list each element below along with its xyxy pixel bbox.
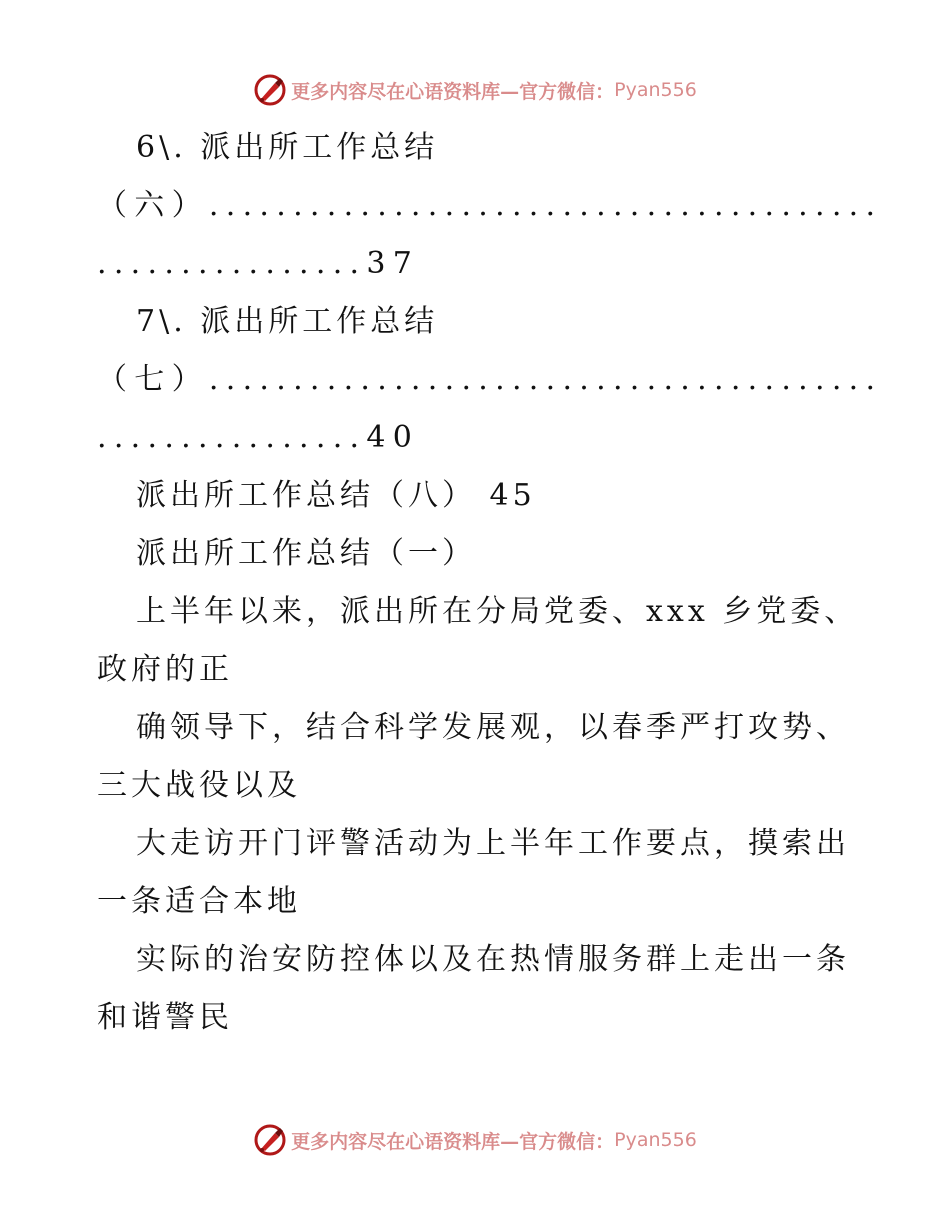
toc-entry-6-page: ................37 (97, 246, 420, 281)
body-paragraph-line: 政府的正 (97, 652, 233, 687)
body-paragraph-line: 和谐警民 (97, 1000, 233, 1035)
toc-entry-6-title: 6\. 派出所工作总结 (136, 130, 439, 165)
body-paragraph-line: 确领导下，结合科学发展观，以春季严打攻势、 (136, 710, 850, 745)
body-paragraph-line: 大走访开门评警活动为上半年工作要点，摸索出 (136, 826, 850, 861)
toc-entry-7-title: 7\. 派出所工作总结 (136, 304, 439, 339)
body-paragraph-line: 上半年以来，派出所在分局党委、xxx 乡党委、 (136, 594, 859, 629)
body-paragraph-line: 一条适合本地 (97, 884, 301, 919)
header-watermark-text: 更多内容尽在心语资料库—官方微信： (291, 80, 615, 103)
toc-entry-6-leader: （六）........................................ (97, 188, 883, 223)
toc-entry-7-page: ................40 (97, 420, 420, 455)
header-watermark (0, 70, 950, 110)
pen-logo-icon (253, 73, 287, 107)
body-paragraph-line: 三大战役以及 (97, 768, 301, 803)
header-watermark-id: Pyan556 (614, 79, 697, 101)
section-heading: 派出所工作总结（一） (136, 536, 476, 571)
footer-watermark (0, 1120, 950, 1160)
toc-entry-7-leader: （七）........................................ (97, 362, 883, 397)
footer-watermark-text: 更多内容尽在心语资料库—官方微信： (291, 1130, 615, 1153)
footer-watermark-id: Pyan556 (614, 1129, 697, 1151)
body-paragraph-line: 实际的治安防控体以及在热情服务群上走出一条 (136, 942, 850, 977)
toc-entry-8: 派出所工作总结（八） 45 (136, 478, 536, 513)
pen-logo-icon (253, 1123, 287, 1157)
